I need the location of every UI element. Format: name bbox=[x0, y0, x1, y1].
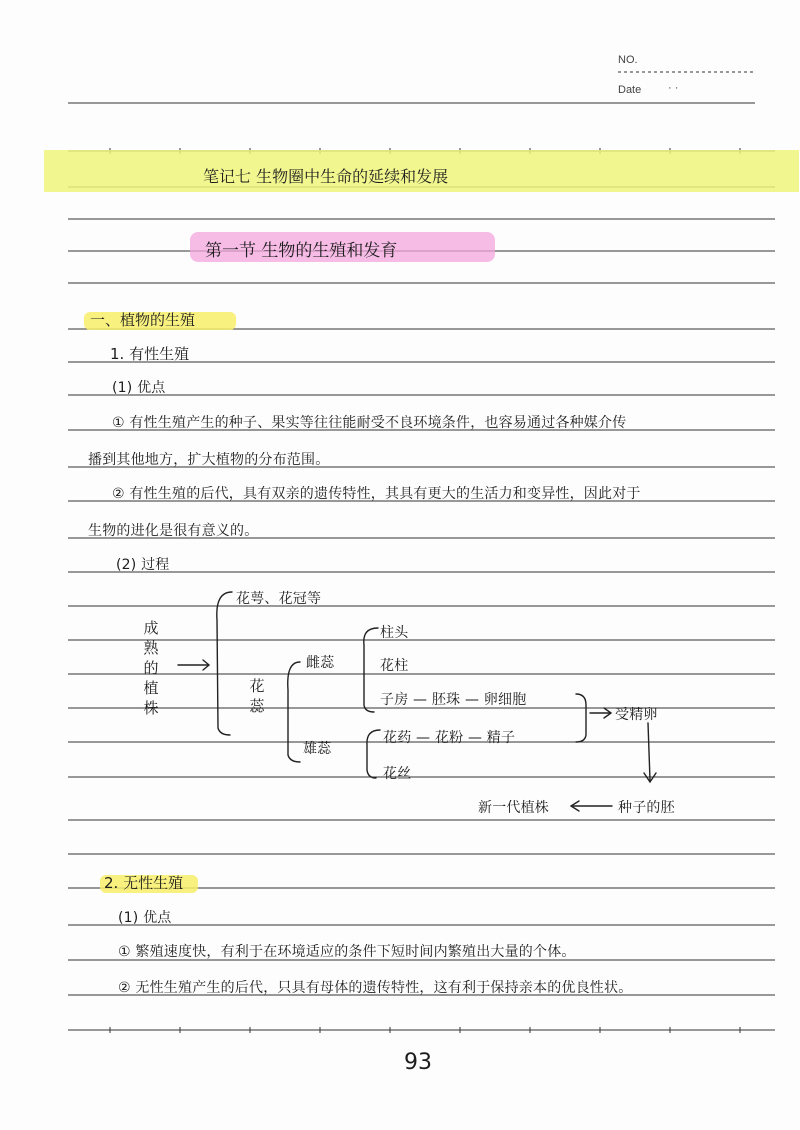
number-label: NO. bbox=[618, 54, 638, 66]
sexual-reproduction-heading: 1. 有性生殖 bbox=[110, 345, 190, 363]
mature-plant-label: 成熟的植株 bbox=[143, 619, 159, 717]
chapter-title: 笔记七 生物圈中生命的延续和发展 bbox=[203, 167, 449, 186]
process-label: (2) 过程 bbox=[116, 557, 170, 573]
pistil-label: 雌蕊 bbox=[306, 655, 335, 671]
advantage-1-line-2: 播到其他地方，扩大植物的分布范围。 bbox=[88, 452, 330, 468]
stigma-label: 柱头 bbox=[380, 625, 409, 641]
petals-label: 花萼、花冠等 bbox=[236, 591, 322, 607]
advantage-1-line-1: ① 有性生殖产生的种子、果实等往往能耐受不良环境条件，也容易通过各种媒介传 bbox=[112, 415, 627, 431]
stamen-label: 雄蕊 bbox=[303, 741, 332, 757]
new-plant-label: 新一代植株 bbox=[478, 800, 549, 816]
fertilization-brace bbox=[576, 694, 586, 742]
filament-label: 花丝 bbox=[383, 766, 412, 782]
asexual-advantage-1: ① 繁殖速度快，有利于在环境适应的条件下短时间内繁殖出大量的个体。 bbox=[118, 944, 576, 960]
plant-reproduction-heading: 一、植物的生殖 bbox=[90, 311, 196, 329]
advantage-2-line-1: ② 有性生殖的后代，具有双亲的遗传特性，其具有更大的生活力和变异性，因此对于 bbox=[112, 486, 641, 502]
advantage-2-line-2: 生物的进化是很有意义的。 bbox=[88, 523, 259, 539]
ovary-chain-label: 子房 — 胚珠 — 卵细胞 bbox=[380, 692, 527, 708]
asexual-reproduction-heading: 2. 无性生殖 bbox=[104, 874, 184, 892]
stamen-brace bbox=[367, 730, 380, 778]
page-number: 93 bbox=[404, 1050, 432, 1075]
pistil-brace bbox=[364, 628, 378, 712]
pistil-stamen-brace bbox=[288, 662, 300, 762]
anther-chain-label: 花药 — 花粉 — 精子 bbox=[383, 730, 516, 746]
advantages-label: (1) 优点 bbox=[112, 380, 166, 396]
date-label: Date bbox=[618, 84, 642, 96]
section-title: 第一节 生物的生殖和发育 bbox=[205, 241, 398, 261]
down-arrow bbox=[648, 723, 650, 780]
main-brace bbox=[217, 592, 232, 735]
fertilized-egg-label: 受精卵 bbox=[615, 707, 658, 723]
asexual-advantage-2: ② 无性生殖产生的后代，只具有母体的遗传特性，这有利于保持亲本的优良性状。 bbox=[118, 980, 633, 996]
date-dots: · · bbox=[668, 82, 679, 94]
asexual-advantages-label: (1) 优点 bbox=[118, 910, 172, 926]
seed-embryo-label: 种子的胚 bbox=[618, 800, 675, 816]
style-label: 花柱 bbox=[380, 658, 409, 674]
flower-core-label: 花蕊 bbox=[249, 677, 265, 715]
